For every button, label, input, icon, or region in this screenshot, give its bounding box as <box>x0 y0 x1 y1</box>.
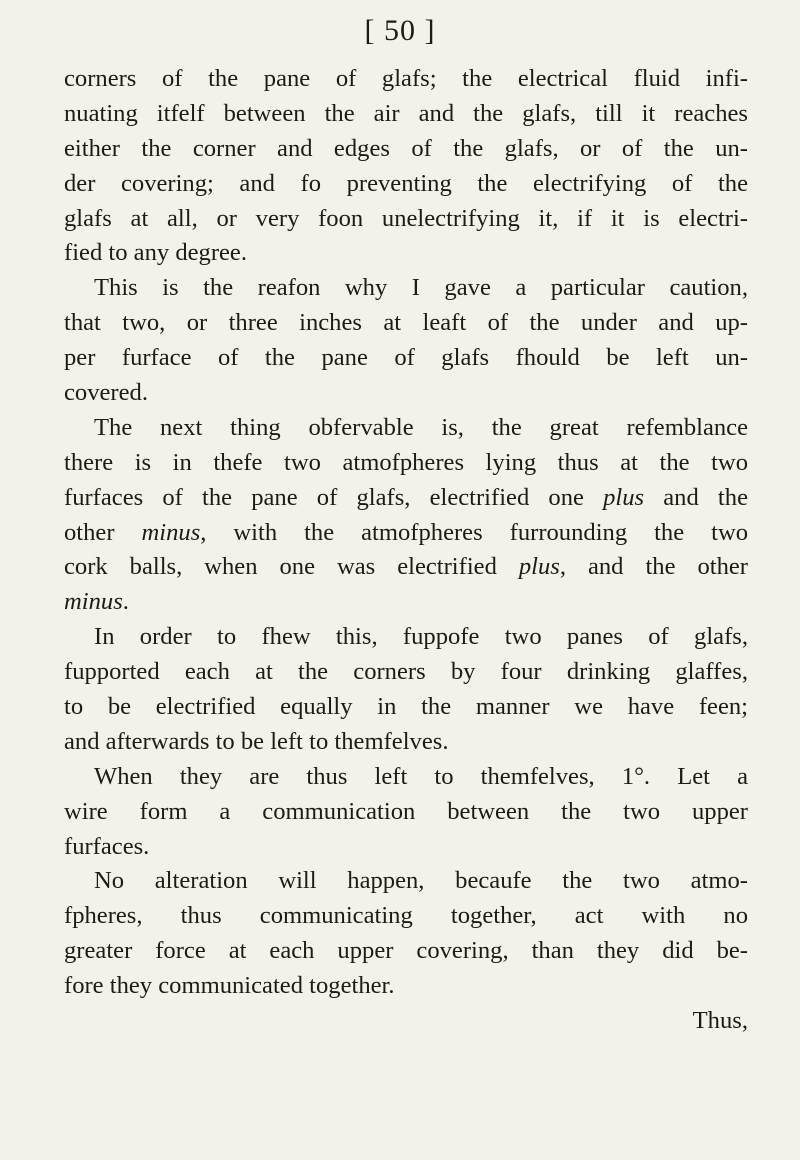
body-text <box>64 62 748 1039</box>
text-line: covered. <box>64 379 148 407</box>
text-line: cork balls, when one was electrified plus, and the other <box>64 553 748 581</box>
text-line: The next thing obfervable is, the great refemblance <box>94 413 748 441</box>
text-line: that two, or three inches at leaft of the under and up- <box>64 309 748 337</box>
text-line: and afterwards to be left to themfelves. <box>64 727 449 755</box>
text-line: fpheres, thus communicating together, act with no <box>64 902 748 930</box>
text-line: nuating itfelf between the air and the glafs, till it reaches <box>64 99 748 127</box>
text-line: furfaces. <box>64 832 150 860</box>
text-line: there is in thefe two atmofpheres lying thus at the two <box>64 448 748 476</box>
page-number-header: [ 50 ] <box>364 14 436 47</box>
text-line: fupported each at the corners by four drinking glaffes, <box>64 658 748 686</box>
text-line: glafs at all, or very foon unelectrifying it, if it is electri- <box>64 204 748 232</box>
text-line: other minus, with the atmofpheres furrounding the two <box>64 518 749 546</box>
text-line: wire form a communication between the two upper <box>64 797 748 825</box>
text-line: In order to fhew this, fuppofe two panes of glafs, <box>94 623 748 651</box>
text-line: per furface of the pane of glafs fhould be left un- <box>64 344 748 372</box>
text-line: fied to any degree. <box>64 239 248 267</box>
text-line: corners of the pane of glafs; the electrical fluid infi- <box>64 65 748 92</box>
text-line: This is the reafon why I gave a particular caution, <box>94 274 748 302</box>
text-line: fore they communicated together. <box>64 972 395 1000</box>
text-line: either the corner and edges of the glafs, or of the un- <box>64 134 748 162</box>
text-line: No alteration will happen, becaufe the two atmo- <box>94 867 748 895</box>
text-line: When they are thus left to themfelves, 1°. Let a <box>94 762 748 790</box>
catchword: Thus, <box>692 1007 748 1035</box>
text-line: der covering; and fo preventing the electrifying of the <box>64 169 748 197</box>
text-line: greater force at each upper covering, than they did be- <box>64 937 748 965</box>
text-line: furfaces of the pane of glafs, electrified one plus and the <box>64 483 748 511</box>
text-line: minus. <box>64 588 129 616</box>
text-line: to be electrified equally in the manner we have feen; <box>64 693 748 721</box>
